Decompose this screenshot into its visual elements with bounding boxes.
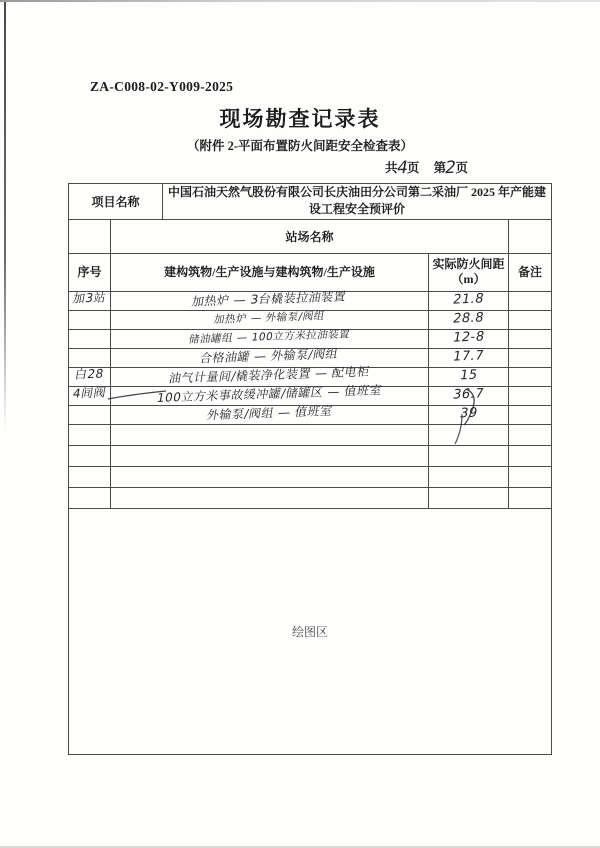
empty-table-row: [69, 445, 552, 466]
cell-remark: [509, 348, 552, 367]
cell-description: [111, 383, 429, 406]
cell-description: [111, 487, 429, 508]
header-distance: [429, 253, 509, 291]
page-count: [385, 157, 515, 177]
cell-remark: [509, 445, 552, 466]
cell-description: [111, 424, 429, 445]
handwritten-description: 100立方米事故缓冲罐/储罐区 — 值班室: [155, 383, 384, 406]
cell-description: [111, 405, 429, 424]
project-label-cell: 项目名称: [69, 184, 163, 220]
cell-distance: [429, 310, 509, 329]
cell-description: [111, 310, 429, 329]
handwritten-description: 合格油罐 — 外输泵/阀组: [199, 346, 340, 366]
cell-remark: [509, 367, 552, 386]
project-row: [69, 184, 552, 220]
doc-number: ZA-C008-02-Y009-2025: [90, 79, 234, 94]
cell-remark: [509, 386, 552, 405]
cell-remark: [509, 291, 552, 310]
header-remark: 备注: [509, 253, 552, 291]
cell-distance: [429, 291, 509, 310]
handwritten-seq: 白28: [73, 366, 106, 382]
page-count-total-prefix: 共: [385, 161, 398, 175]
header-row: [69, 253, 552, 291]
cell-seq: [69, 424, 111, 445]
cell-description: [111, 329, 429, 348]
cell-remark: [509, 466, 552, 487]
cell-distance: [429, 487, 509, 508]
drawing-area-row: [69, 508, 552, 754]
cell-description: [111, 445, 429, 466]
cell-seq: [69, 310, 111, 329]
cell-seq: [69, 445, 111, 466]
cell-distance: [429, 445, 509, 466]
project-name-cell: 中国石油天然气股份有限公司长庆油田分公司第二采油厂 2025 年产能建设工程安全预评价: [163, 184, 552, 220]
cell-remark: [509, 487, 552, 508]
station-remark-blank-cell: [509, 219, 552, 253]
cell-description: [111, 348, 429, 367]
header-seq: 序号: [69, 253, 111, 291]
handwritten-seq: 加3站: [71, 290, 108, 306]
handwritten-distance: 12-8: [451, 329, 486, 346]
table-row: [69, 405, 552, 424]
cell-seq: [69, 386, 111, 405]
cell-distance: [429, 386, 509, 405]
handwritten-distance: 39: [458, 405, 479, 422]
total-pages-handwritten: 4: [394, 157, 410, 179]
cell-distance: [429, 367, 509, 386]
survey-record-table: [68, 183, 552, 755]
handwritten-description: 油气计量间/橇装净化装置 — 配电柜: [167, 364, 371, 386]
handwritten-description: 储油罐组 — 100立方米拉油装置: [187, 328, 352, 347]
cell-distance: [429, 466, 509, 487]
empty-table-row: [69, 466, 552, 487]
cell-seq: [69, 466, 111, 487]
cell-seq: [69, 291, 111, 310]
table-body: [69, 184, 552, 755]
scan-edge-top: [0, 0, 600, 2]
cell-seq: [69, 487, 111, 508]
handwritten-seq: 4间阀: [71, 385, 108, 401]
cell-distance: [429, 348, 509, 367]
handwritten-description: 加热炉 — 3台橇装拉油装置: [191, 289, 348, 310]
cell-remark: [509, 310, 552, 329]
cell-seq: [69, 329, 111, 348]
page-count-current-unit: 页: [455, 161, 468, 175]
page-count-total-unit: 页: [406, 161, 420, 175]
page-subtitle: （附件 2-平面布置防火间距安全检查表）: [186, 139, 414, 153]
handwritten-distance: 36.7: [451, 386, 486, 403]
cell-remark: [509, 405, 552, 424]
station-name-cell: 站场名称: [111, 219, 509, 253]
cell-distance: [429, 329, 509, 348]
page-count-current-prefix: 第: [433, 161, 447, 175]
empty-table-row: [69, 487, 552, 508]
empty-table-row: [69, 424, 552, 445]
table-row: [69, 310, 552, 329]
page-title: 现场勘查记录表: [219, 107, 381, 131]
handwritten-description: 外输泵/阀组 — 值班室: [205, 404, 334, 423]
header-distance-line2: （m）: [451, 272, 486, 287]
handwritten-distance: 15: [458, 367, 479, 384]
handwritten-distance: 21.8: [451, 291, 486, 308]
cell-remark: [509, 424, 552, 445]
cell-distance: [429, 405, 509, 424]
current-page-handwritten: 2: [443, 157, 459, 179]
cell-description: [111, 291, 429, 310]
cell-remark: [509, 329, 552, 348]
handwritten-description: 加热炉 — 外输泵/阀组: [213, 310, 326, 327]
cell-distance: [429, 424, 509, 445]
station-row: [69, 219, 552, 253]
cell-seq: [69, 405, 111, 424]
scan-edge-left: [4, 2, 6, 432]
cell-description: [111, 466, 429, 487]
handwritten-distance: 17.7: [451, 348, 486, 365]
station-blank-cell: [69, 219, 111, 253]
drawing-area: 绘图区: [69, 508, 552, 754]
header-description: 建构筑物/生产设施与建构筑物/生产设施: [111, 253, 429, 291]
header-distance-line1: 实际防火间距: [432, 257, 505, 272]
handwritten-distance: 28.8: [451, 310, 486, 327]
table-row: [69, 291, 552, 310]
